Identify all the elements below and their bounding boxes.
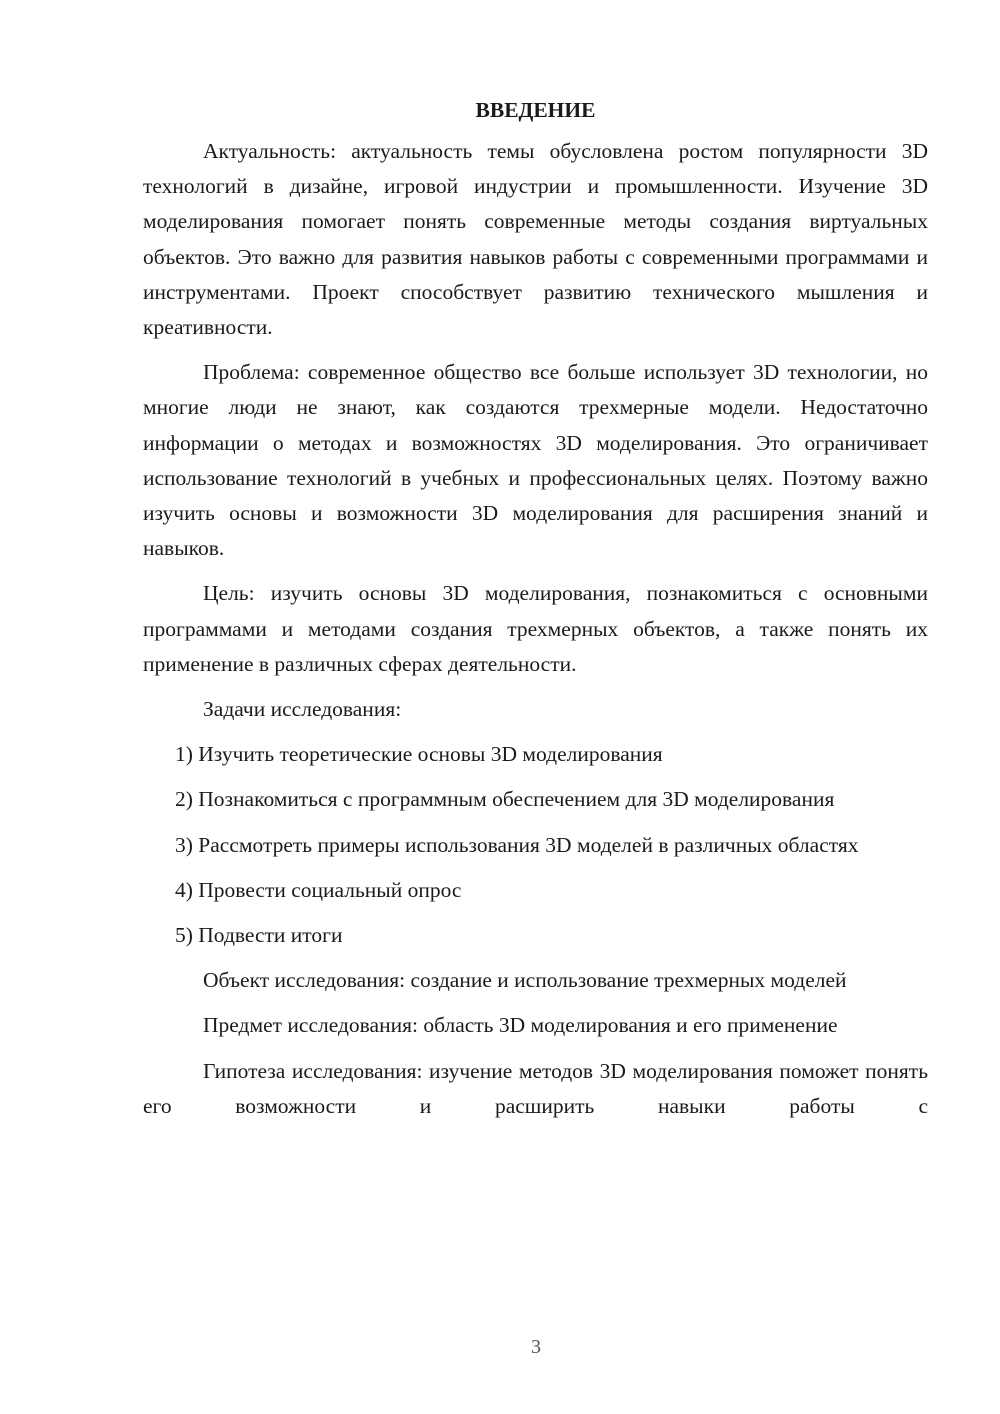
goal-paragraph: Цель: изучить основы 3D моделирования, познакомиться с основными программами и методами создания трехмерных объектов, а также понять их применение в различных сферах деятельности. (143, 581, 928, 676)
task-item-2: 2) Познакомиться с программным обеспечением для 3D моделирования (175, 787, 835, 812)
research-object-paragraph: Объект исследования: создание и использование трехмерных моделей (203, 968, 847, 993)
research-hypothesis-paragraph: Гипотеза исследования: изучение методов 3D моделирования поможет понять его возможности и расширить навыки работы с (143, 1058, 928, 1118)
problem-paragraph: Проблема: современное общество все больше использует 3D технологии, но многие люди не знают, как создаются трехмерные модели. Недостаточно информации о методах и возможностях 3D моделирования. Это ограничивает использование технологий в учебных и профессиональных целях. Поэтому важно изучить основы и возможности 3D моделирования для расширения знаний и навыков. (143, 360, 928, 561)
task-item-1: 1) Изучить теоретические основы 3D моделирования (175, 742, 663, 767)
task-item-4: 4) Провести социальный опрос (175, 877, 462, 902)
task-item-3: 3) Рассмотреть примеры использования 3D моделей в различных областях (175, 832, 859, 857)
task-item-5: 5) Подвести итоги (175, 923, 343, 948)
page-number: 3 (531, 1336, 541, 1358)
page-content (143, 96, 928, 1124)
section-heading: ВВЕДЕНИЕ (475, 98, 596, 122)
relevance-paragraph: Актуальность: актуальность темы обусловлена ростом популярности 3D технологий в дизайне, игровой индустрии и промышленности. Изучение 3D моделирования помогает понять современные методы создания виртуальных объектов. Это важно для развития навыков работы с современными программами и инструментами. Проект способствует развитию технического мышления и креативности. (143, 139, 928, 340)
research-subject-paragraph: Предмет исследования: область 3D моделирования и его применение (203, 1013, 838, 1038)
tasks-title: Задачи исследования: (203, 697, 402, 722)
